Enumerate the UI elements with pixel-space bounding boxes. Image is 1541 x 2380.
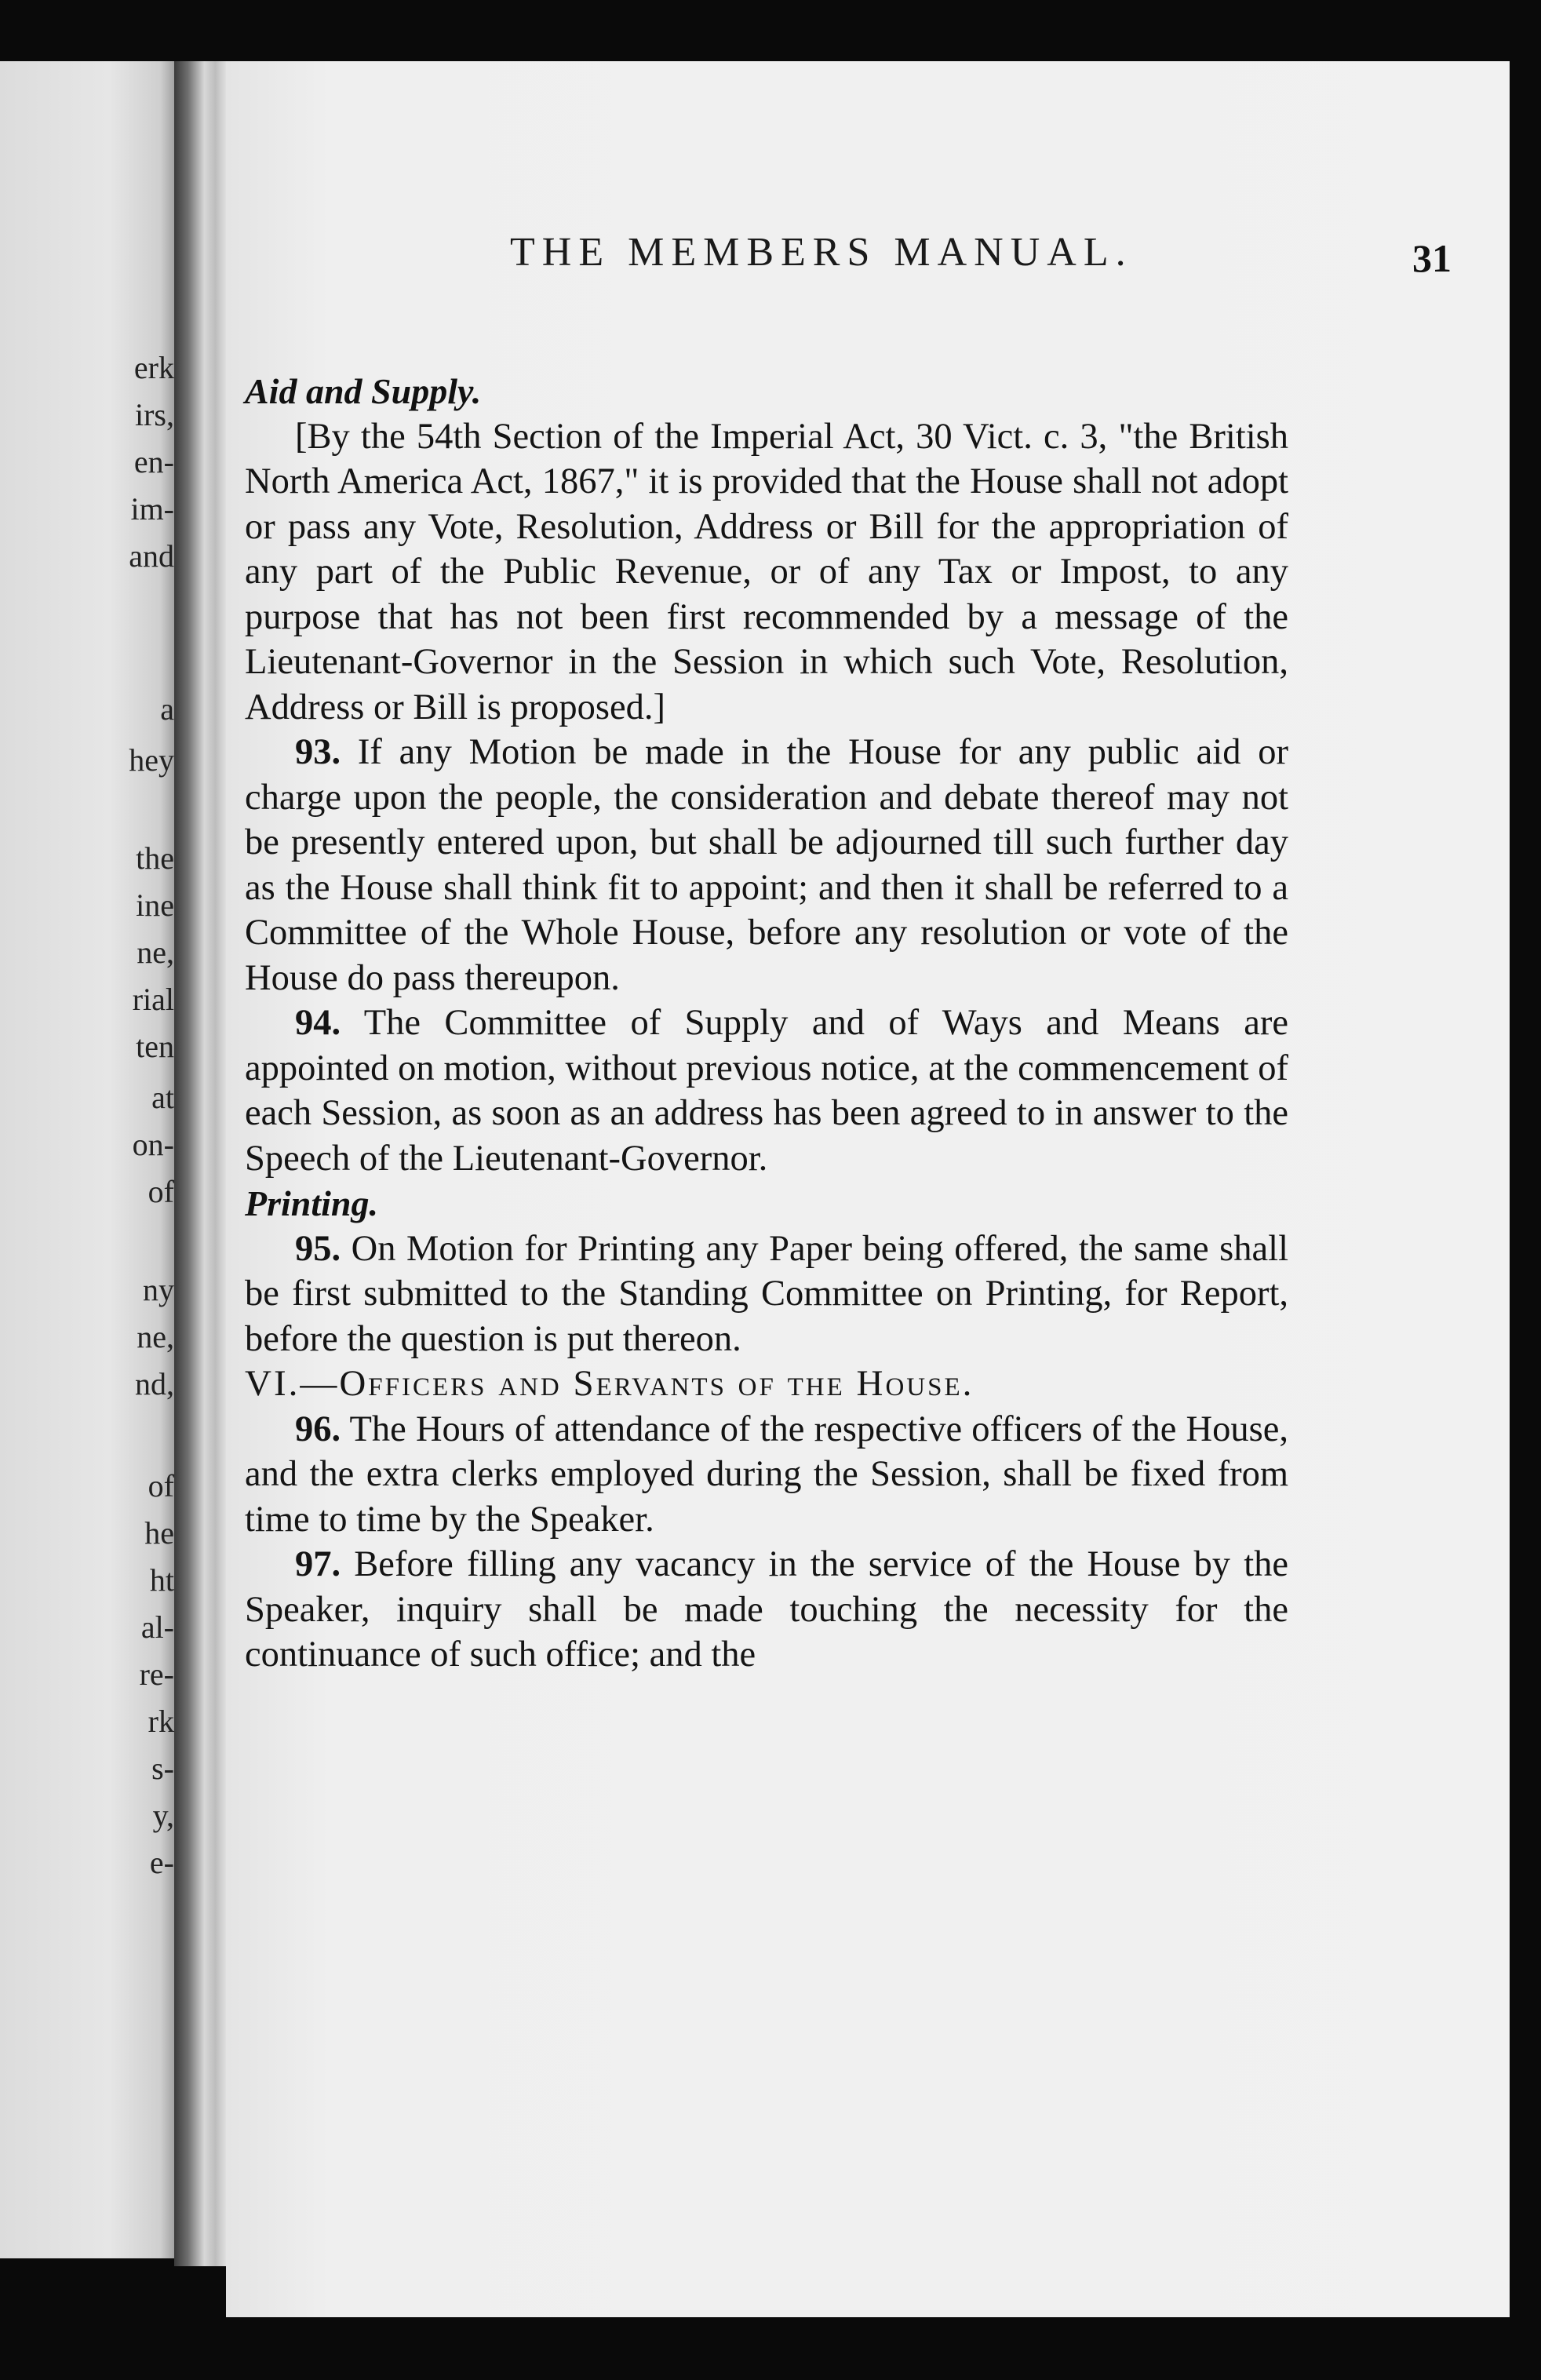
left-page-fragment: rial <box>132 982 174 1017</box>
page-number: 31 <box>1412 236 1452 280</box>
left-page-fragment: a <box>160 691 174 727</box>
section-heading-aid-supply: Aid and Supply. <box>245 371 482 411</box>
left-facing-page <box>0 61 182 2258</box>
left-page-fragment: hey <box>129 742 174 778</box>
rule-97 <box>245 1542 1288 1678</box>
rule-94 <box>245 1000 1288 1181</box>
left-page-fragment: he <box>144 1515 174 1551</box>
running-title: THE MEMBERS MANUAL. <box>510 230 1133 275</box>
aid-supply-note: [By the 54th Section of the Imperial Act, 30 Vict. c. 3, "the British North America Act, 1867," it is provided that the House shall not adopt or pass any Vote, Resolution, Address or Bill for the appropriation of any part of the Public Revenue, or of any Tax or Impost, to any purpose that has not been first recommended by a message of the Lieutenant-Governor in the Session in which such Vote, Resolution, Address or Bill is proposed.] <box>245 416 1288 727</box>
left-page-fragment: ny <box>143 1272 174 1307</box>
rule-text: On Motion for Printing any Paper being offered, the same shall be first submitted to the Standing Committee on Printing, for Report, before the question is put thereon. <box>245 1228 1289 1359</box>
rule-96 <box>245 1407 1288 1543</box>
left-page-fragment: en- <box>133 444 174 479</box>
rule-93 <box>245 730 1288 1000</box>
rule-95 <box>245 1226 1288 1362</box>
left-page-fragment: at <box>151 1080 174 1115</box>
left-page-fragment: s- <box>151 1751 174 1786</box>
rule-text: The Hours of attendance of the respective officers of the House, and the extra clerks employed during the Session, shall be fixed from time to time by the Speaker. <box>245 1409 1288 1540</box>
left-page-fragment: erk <box>133 350 174 385</box>
rule-text: If any Motion be made in the House for any public aid or charge upon the people, the consideration and debate thereof may not be presently entered upon, but shall be adjourned till such further day as the House shall think fit to appoint; and then it shall be referred to a Committee of the Whole House, before any resolution or vote of the House do pass thereupon. <box>245 732 1288 998</box>
left-page-fragment: ht <box>149 1562 174 1598</box>
left-page-fragment: ten <box>136 1029 174 1064</box>
rule-text: Before filling any vacancy in the service of the House by the Speaker, inquiry shall be made touching the necessity for the continuance of such office; and the <box>245 1544 1289 1675</box>
left-page-fragment: ne, <box>137 935 174 970</box>
page-text <box>245 369 1288 1678</box>
left-page-fragment: and <box>129 538 174 574</box>
left-page-fragment: the <box>136 840 174 876</box>
left-page-fragment: irs, <box>135 397 174 432</box>
left-page-fragment: ine <box>136 887 174 923</box>
left-page-fragment: im- <box>130 491 174 527</box>
rule-number: 96. <box>295 1409 341 1449</box>
left-page-fragment: y, <box>152 1798 174 1833</box>
left-page-fragment: on- <box>132 1127 174 1162</box>
chapter-heading-officers: VI.—Officers and Servants of the House. <box>245 1363 975 1404</box>
left-page-fragment: of <box>148 1174 174 1209</box>
rule-text: The Committee of Supply and of Ways and Means are appointed on motion, without previous notice, at the commencement of each Session, as soon as an address has been agreed to in answer to the Speech of the Lieutenant-Governor. <box>245 1003 1288 1179</box>
running-head <box>290 229 1452 284</box>
rule-number: 97. <box>295 1544 341 1584</box>
rule-number: 93. <box>295 732 341 772</box>
book-gutter <box>174 61 229 2266</box>
section-heading-printing: Printing. <box>245 1183 379 1223</box>
left-page-fragment: re- <box>139 1657 174 1692</box>
left-page-fragment: al- <box>140 1609 174 1645</box>
left-page-fragment: e- <box>149 1845 174 1880</box>
left-page-fragment: nd, <box>135 1366 174 1401</box>
left-page-fragment: of <box>148 1468 174 1503</box>
left-page-fragment: ne, <box>137 1319 174 1354</box>
left-page-fragment: rk <box>148 1704 174 1739</box>
rule-number: 94. <box>295 1003 341 1043</box>
rule-number: 95. <box>295 1228 341 1269</box>
